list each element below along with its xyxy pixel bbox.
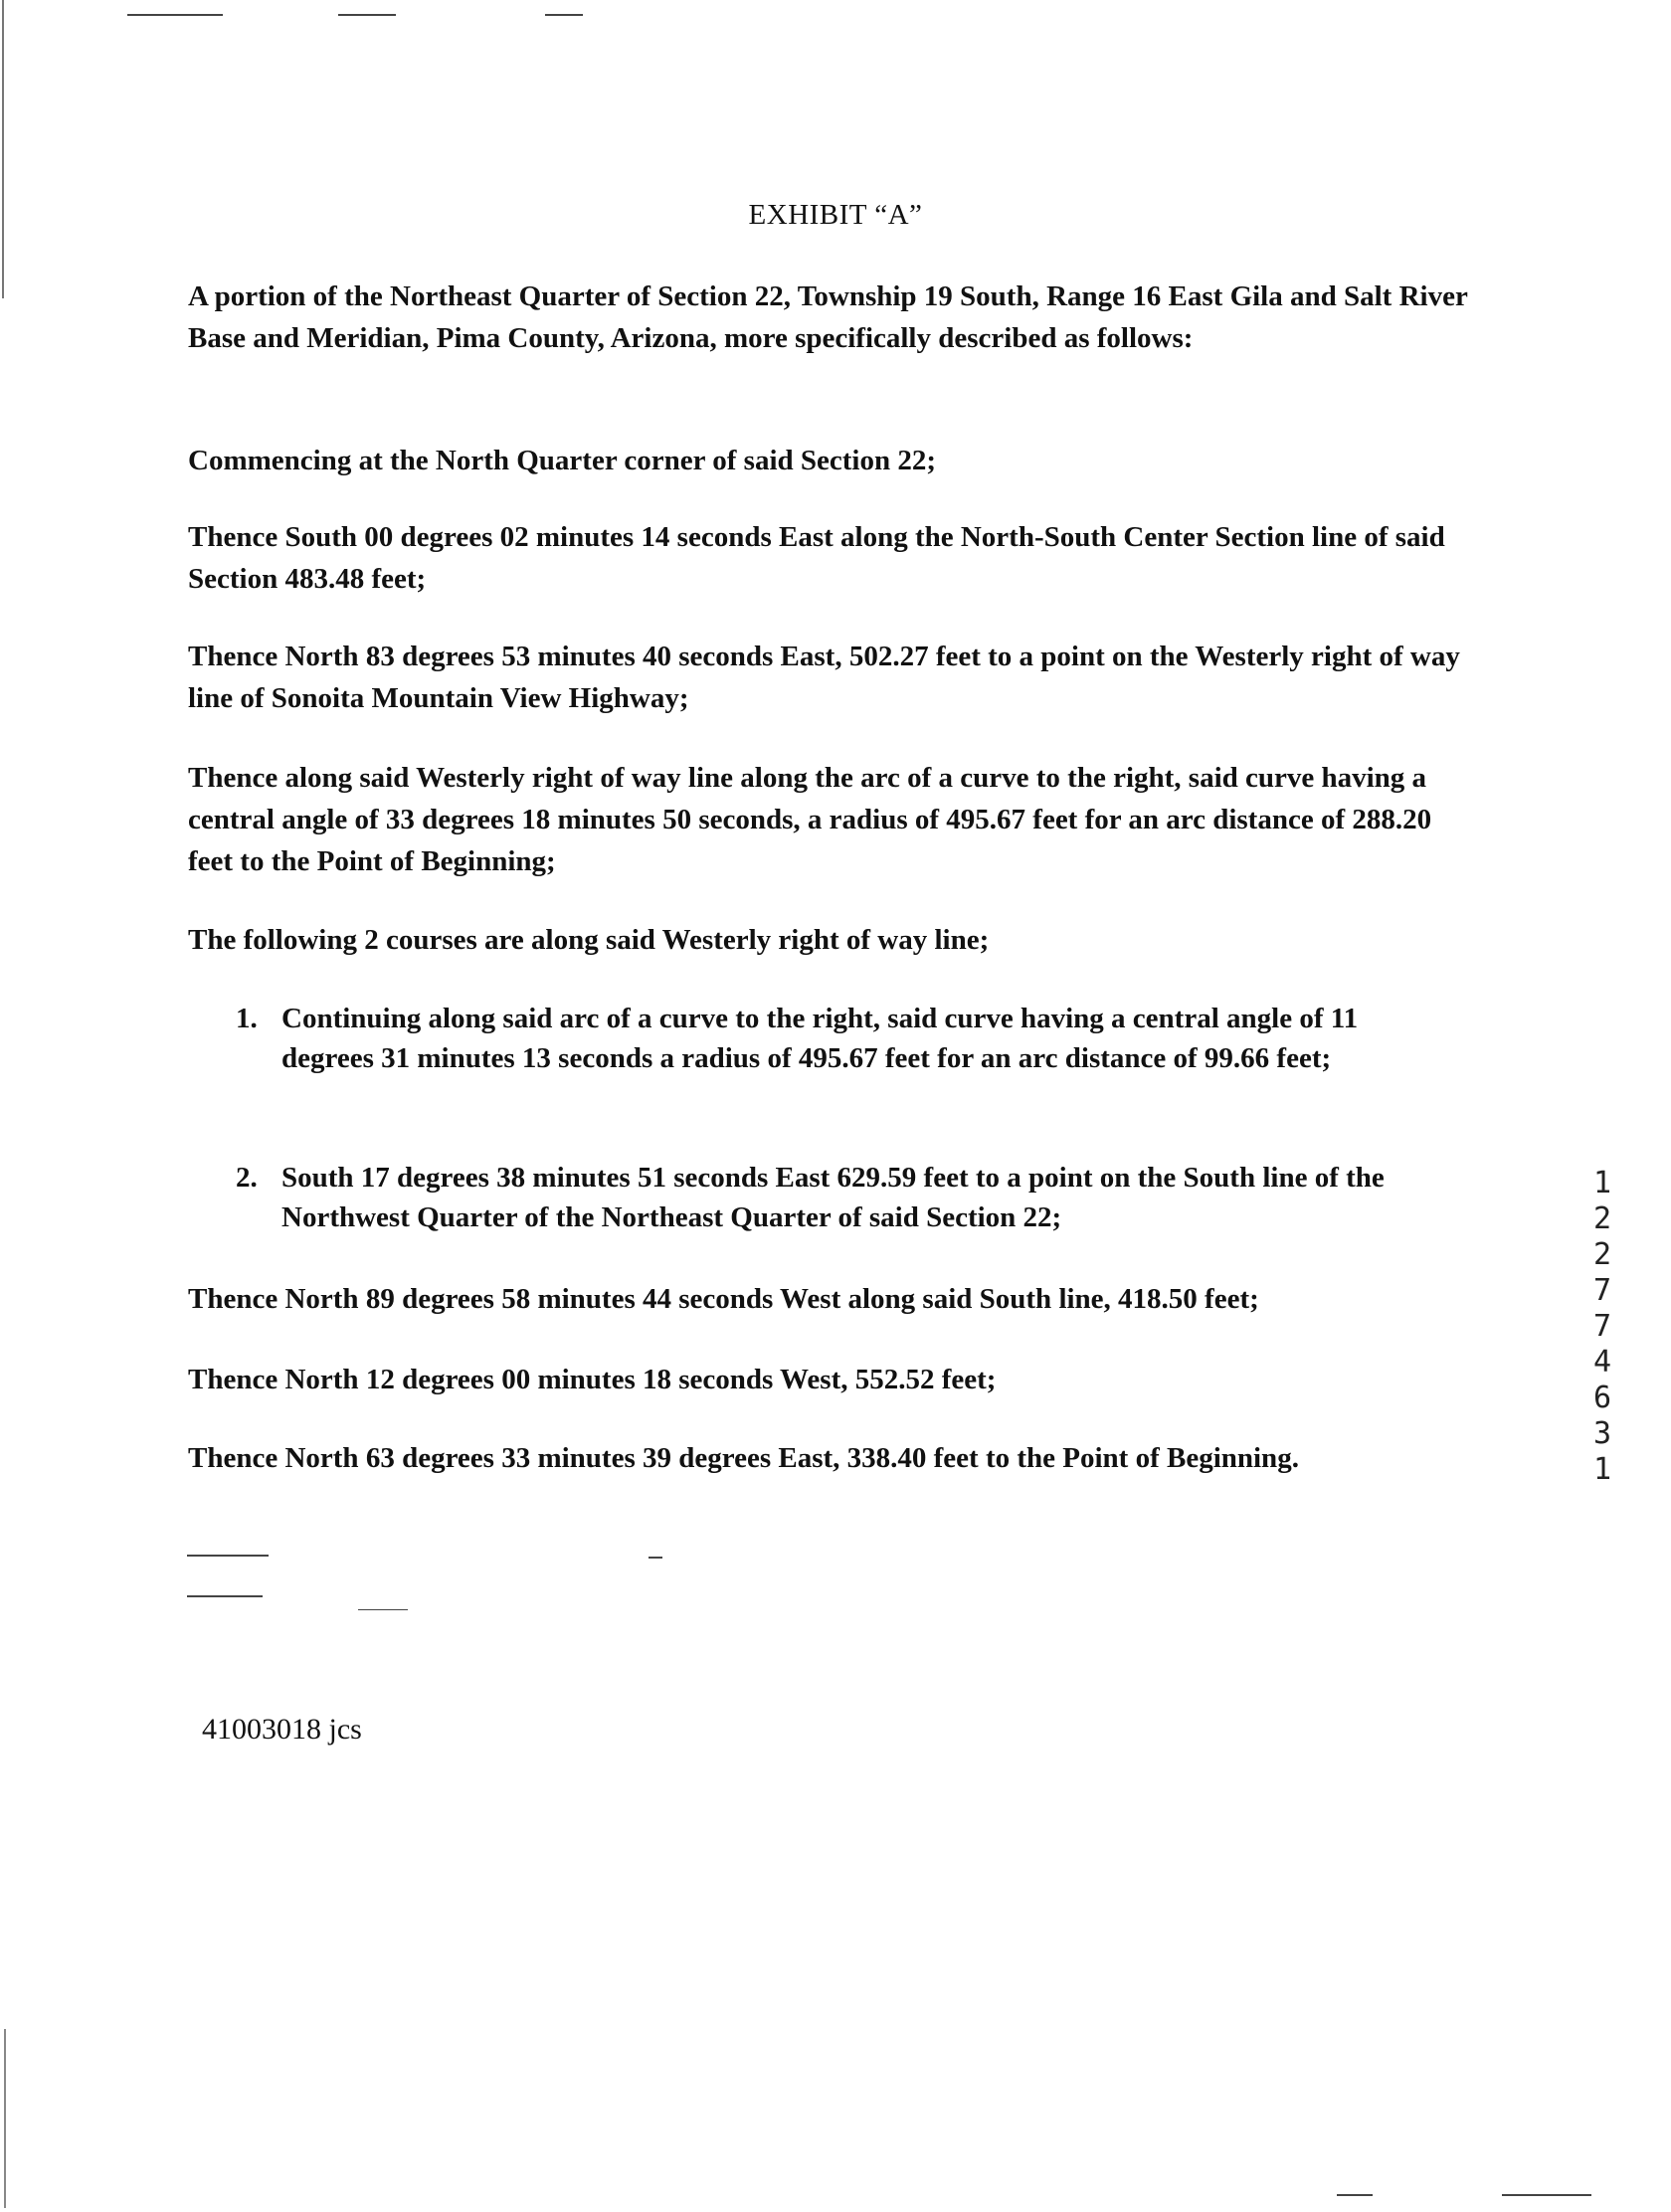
scan-artifact	[127, 14, 223, 16]
stamp-digit: 6	[1592, 1381, 1612, 1415]
stamp-digit: 4	[1592, 1345, 1612, 1380]
stamp-digit: 7	[1592, 1309, 1612, 1344]
course-number: 2.	[236, 1162, 258, 1194]
course-item	[236, 1158, 1435, 1237]
intro-paragraph: A portion of the Northeast Quarter of Section 22, Township 19 South, Range 16 East Gila and Salt River Base and Meridian, Pima County, Arizona, more specifically described as follows:	[188, 280, 1468, 354]
margin-recording-stamp	[1587, 1166, 1617, 1488]
stamp-digit: 7	[1592, 1273, 1612, 1308]
scan-artifact	[1337, 2194, 1373, 2196]
thence-paragraph-2: Thence North 83 degrees 53 minutes 40 seconds East, 502.27 feet to a point on the Westerly right of way line of Sonoita Mountain View Highway;	[188, 641, 1460, 714]
stamp-digit: 1	[1592, 1166, 1612, 1200]
course-number: 1.	[236, 1003, 258, 1034]
stamp-digit: 1	[1592, 1452, 1612, 1487]
scan-artifact	[358, 1609, 408, 1610]
course-text: Continuing along said arc of a curve to the right, said curve having a central angle of 11 degrees 31 minutes 13 seconds a radius of 495.67 feet for an arc distance of 99.66 feet;	[281, 1003, 1359, 1074]
scan-artifact	[545, 14, 583, 16]
exhibit-title: EXHIBIT “A”	[748, 199, 923, 231]
scan-artifact	[4, 2029, 6, 2208]
thence-paragraph-3: Thence along said Westerly right of way line along the arc of a curve to the right, said curve having a central angle of 33 degrees 18 minutes 50 seconds, a radius of 495.67 feet for an arc distance of 288.20 feet to the Point of Beginning;	[188, 762, 1432, 877]
stamp-digit: 2	[1592, 1201, 1612, 1236]
scan-artifact	[649, 1557, 662, 1559]
scan-artifact	[2, 0, 4, 298]
commencing-paragraph: Commencing at the North Quarter corner of said Section 22;	[188, 445, 937, 476]
courses-intro-paragraph: The following 2 courses are along said Westerly right of way line;	[188, 924, 990, 956]
scan-artifact	[187, 1555, 269, 1557]
stamp-digit: 2	[1592, 1237, 1612, 1272]
stamp-digit: 3	[1592, 1416, 1612, 1451]
scan-artifact	[187, 1595, 263, 1597]
scan-artifact	[1502, 2194, 1591, 2196]
scan-artifact	[338, 14, 396, 16]
document-reference-id: 41003018 jcs	[202, 1713, 362, 1746]
course-item	[236, 999, 1435, 1078]
thence-paragraph-1: Thence South 00 degrees 02 minutes 14 seconds East along the North-South Center Section line of said Section 483.48 feet;	[188, 521, 1445, 595]
thence-paragraph-4: Thence North 89 degrees 58 minutes 44 seconds West along said South line, 418.50 feet;	[188, 1283, 1259, 1315]
course-text: South 17 degrees 38 minutes 51 seconds East 629.59 feet to a point on the South line of the Northwest Quarter of the Northeast Quarter of said Section 22;	[281, 1162, 1385, 1233]
thence-paragraph-6: Thence North 63 degrees 33 minutes 39 degrees East, 338.40 feet to the Point of Beginning.	[188, 1442, 1299, 1474]
thence-paragraph-5: Thence North 12 degrees 00 minutes 18 seconds West, 552.52 feet;	[188, 1364, 997, 1395]
